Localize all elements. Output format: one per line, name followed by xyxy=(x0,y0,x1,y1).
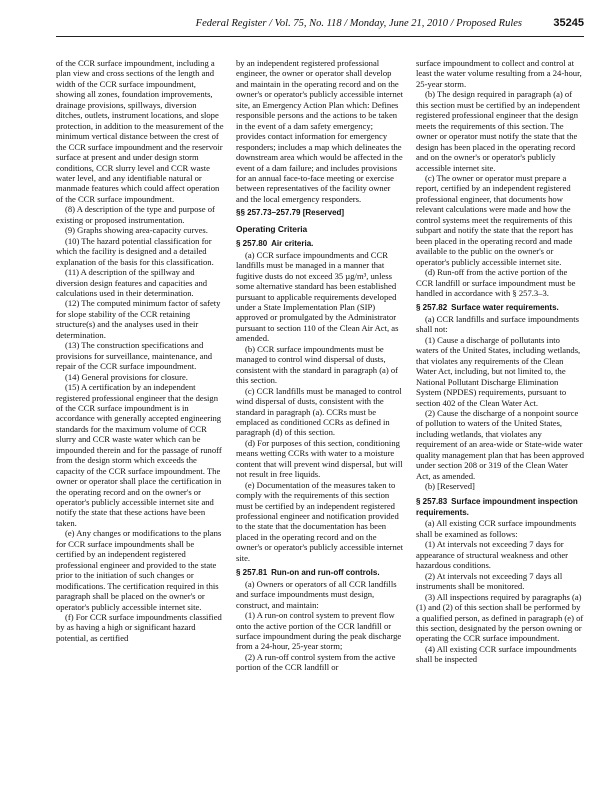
paragraph: (b) CCR surface impoundments must be managed to control wind dispersal of dusts, consistent with the standard in paragraph (a) of this section. xyxy=(236,343,399,386)
paragraph: (8) A description of the type and purpose of existing or proposed instrumentation. xyxy=(56,204,215,225)
section-number: § 257.82 xyxy=(416,303,448,313)
paragraph: (c) The owner or operator must prepare a report, certified by an independent registered professional engineer, that documents how relevant calculations were made and how the control systems meet the requirements of this subpart and notify the state that the report has been placed in the operating record and made available to the public on the owner's or operator's publicly accessible internet site. xyxy=(416,172,574,267)
paragraph: (1) Cause a discharge of pollutants into waters of the United States, including wetlands, that violates any requirements of the Clean Water Act, including, but not limited to, the National Pollutant Discharge Elimination System (NPDES) requirements, pursuant to section 402 of the Clean Water Act. xyxy=(416,334,581,408)
paragraph: (11) A description of the spillway and diversion design features and capacities and calculations used in their determination. xyxy=(56,267,208,298)
paragraph: (d) For purposes of this section, conditioning means wetting CCRs with water to a moisture content that will prevent wind dispersal, but will not result in free liquids. xyxy=(236,437,403,480)
reserved-sections: §§ 257.73–257.79 [Reserved] xyxy=(236,208,345,218)
section-title: Air criteria. xyxy=(271,239,314,249)
paragraph: (1) A run-on control system to prevent flow onto the active portion of the CCR landfill or surface impoundment during the peak discharge from a 24-hour, 25-year storm; xyxy=(236,610,402,652)
paragraph: (e) Any changes or modifications to the plans for CCR surface impoundments shall be certified by an independent registered professional engineer and provided to the state prior to the initiation of such changes or modifications. The certification required in this paragraph shall be placed on the owner's or operator's publicly accessible internet site. xyxy=(56,528,222,612)
paragraph: (a) CCR landfills and surface impoundments shall not: xyxy=(416,313,579,335)
text-column-1 xyxy=(56,58,224,796)
paragraph: (12) The computed minimum factor of safety for slope stability of the CCR retaining structure(s) and the analyses used in their determination. xyxy=(56,298,221,340)
paragraph: (e) Documentation of the measures taken to comply with the requirements of this section must be certified by an independent registered professional engineer and notification provided to the state that the documentation has been placed in the operating record and on the owner's or operator's publicly accessible internet site. xyxy=(236,479,404,563)
continued-paragraph: by an independent registered professional engineer, the owner or operator shall develop and maintain in the operating record and on the owner's or operator's publicly accessible internet site, an Emergency Action Plan which: Defines responsible persons and the actions to be taken in the event of a dam safety emergency; provides contact information for emergency responders; includes a map which delineates the downstream area which would be affected in the event of a dam failure; and includes provisions for an annual face-to-face meeting or exercise between representatives of the facility owner and the local emergency responders. xyxy=(236,58,404,204)
section-number: § 257.83 xyxy=(416,496,448,506)
section-title: Run-on and run-off controls. xyxy=(271,568,380,578)
paragraph: (2) Cause the discharge of a nonpoint source of pollution to waters of the United States, including wetlands, that violates any requirement of an area-wide or State-wide water quality management plan that has been approved under section 208 or 319 of the Clean Water Act, as amended. xyxy=(416,407,584,481)
paragraph: (b) The design required in paragraph (a) of this section must be certified by an independent registered professional engineer that the design meets the requirements of this section. The owner or operator must notify the state that the design has been placed in the operating record and on the owner's or operator's publicly accessible internet site. xyxy=(416,89,580,173)
paragraph: (13) The construction specifications and provisions for surveillance, maintenance, and repair of the CCR surface impoundment. xyxy=(56,340,213,372)
section-heading xyxy=(236,567,404,578)
paragraph: (2) A run-off control system from the active portion of the CCR landfill or xyxy=(236,651,396,673)
paragraph: (d) Run-off from the active portion of the CCR landfill or surface impoundment must be handled in accordance with § 257.3–3. xyxy=(416,267,576,298)
paragraph: (b) [Reserved] xyxy=(425,481,475,492)
paragraph: (a) Owners or operators of all CCR landfills and surface impoundments must design, construct, and maintain: xyxy=(236,578,397,610)
paragraph: (9) Graphs showing area-capacity curves. xyxy=(65,225,208,236)
paragraph: (a) CCR surface impoundments and CCR landfills must be managed in a manner that fugitive dusts do not exceed 35 µg/m³, unless some alternative standard has been established pursuant to applicable requirements developed under a State Implementation Plan (SIP) approved or promulgated by the Administrator pursuant to section 110 of the Clean Air Act, as amended. xyxy=(236,249,399,344)
section-heading xyxy=(236,238,404,249)
paragraph: (15) A certification by an independent registered professional engineer that the design of the CCR surface impoundment is in accordance with generally accepted engineering standards for the maximum volume of CCR slurry and CCR waste water which can be impounded therein and for the passage of runoff from the design storm which exceeds the capacity of the CCR surface impoundment. The owner or operator shall place the certification in the operating record and on the owner's or operator's publicly accessible internet site and notify the state that these actions have been taken. xyxy=(56,382,222,528)
paragraph: (2) At intervals not exceeding 7 days all instruments shall be monitored. xyxy=(416,570,563,592)
paragraph: (14) General provisions for closure. xyxy=(65,371,188,382)
paragraph: (c) CCR landfills must be managed to control wind dispersal of dusts, consistent with the standard in paragraph (a). CCRs must be emplaced as conditioned CCRs as defined in paragraph (d) of this section. xyxy=(236,385,402,438)
page-header xyxy=(56,14,584,37)
paragraph: (1) At intervals not exceeding 7 days for appearance of structural weakness and other hazardous conditions. xyxy=(416,539,568,571)
section-number: § 257.80 xyxy=(236,239,268,249)
text-column-2 xyxy=(236,58,404,796)
subpart-heading: Operating Criteria xyxy=(236,223,308,234)
text-column-3 xyxy=(416,58,584,796)
paragraph: (3) All inspections required by paragraphs (a)(1) and (2) of this section shall be performed by a qualified person, as defined in paragraph (e) of this section, designated by the person owning or operating the CCR surface impoundment. xyxy=(416,591,584,644)
section-heading xyxy=(416,302,584,313)
running-head: Federal Register / Vol. 75, No. 118 / Monday, June 21, 2010 / Proposed Rules xyxy=(195,18,522,29)
section-title: Surface water requirements. xyxy=(451,303,559,313)
paragraph: (a) All existing CCR surface impoundments shall be examined as follows: xyxy=(416,518,577,539)
section-heading xyxy=(416,496,584,519)
paragraph: (f) For CCR surface impoundments classified by as having a high or significant hazard potential, as certified xyxy=(56,612,222,643)
page-number: 35245 xyxy=(553,17,584,29)
paragraph: (4) All existing CCR surface impoundments shall be inspected xyxy=(416,643,577,665)
section-title: Surface impoundment inspection requirements. xyxy=(416,496,578,518)
paragraph: (10) The hazard potential classification for which the facility is designed and a detailed explanation of the basis for this classification. xyxy=(56,235,214,267)
section-number: § 257.81 xyxy=(236,568,268,578)
continued-paragraph: surface impoundment to collect and control at least the water volume resulting from a 24-hour, 25-year storm. xyxy=(416,58,582,89)
continued-paragraph: of the CCR surface impoundment, including a plan view and cross sections of the length and width of the CCR surface impoundment, showing all zones, foundation improvements, drainage provisions, spillways, diversion ditches, outlets, instrument locations, and slope protection, in addition to the measurement of the minimum vertical distance between the crest of the CCR surface impoundment and the reservoir surface at present and under design storm conditions, CCR slurry level and CCR waste water level, and any identifiable natural or manmade features which could affect operation of the CCR surface impoundment. xyxy=(56,58,224,204)
